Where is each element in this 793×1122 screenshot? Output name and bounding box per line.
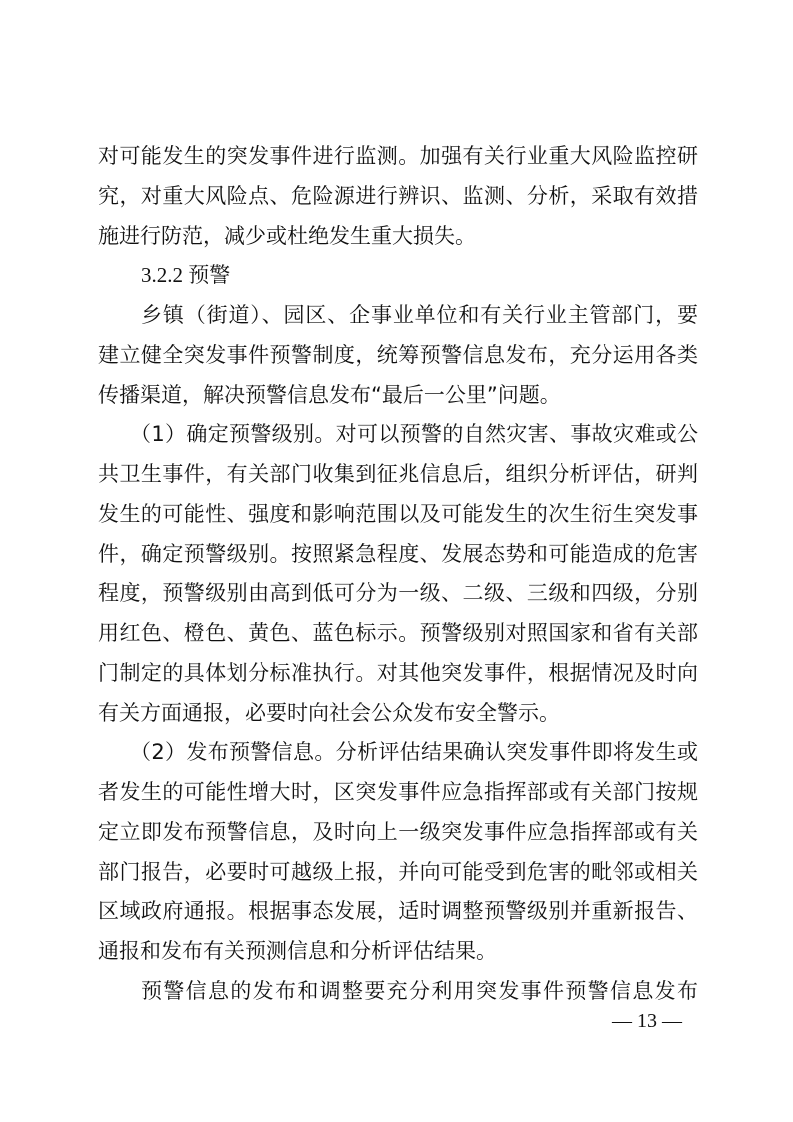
text-line: 区域政府通报。根据事态发展，适时调整预警级别并重新报告、 (98, 899, 698, 924)
text-line: 发生的可能性、强度和影响范围以及可能发生的次生衍生突发事 (98, 501, 698, 526)
text-line: 定立即发布预警信息，及时向上一级突发事件应急指挥部或有关 (98, 819, 698, 844)
text-line: 建立健全突发事件预警制度，统筹预警信息发布，充分运用各类 (98, 342, 698, 367)
text-line: 预警信息的发布和调整要充分利用突发事件预警信息发布 (141, 978, 698, 1003)
page-number: — 13 — (612, 1010, 682, 1032)
text-line: 有关方面通报，必要时向社会公众发布安全警示。 (98, 700, 560, 725)
text-line: 通报和发布有关预测信息和分析评估结果。 (98, 939, 497, 963)
document-body (98, 137, 698, 1012)
text-line: （2）发布预警信息。分析评估结果确认突发事件即将发生或 (130, 740, 698, 765)
text-line: 共卫生事件，有关部门收集到征兆信息后，组织分析评估，研判 (98, 462, 698, 486)
text-line: 用红色、橙色、黄色、蓝色标示。预警级别对照国家和省有关部 (98, 621, 698, 645)
text-line: 件，确定预警级别。按照紧急程度、发展态势和可能造成的危害 (98, 541, 698, 566)
text-line: 门制定的具体划分标准执行。对其他突发事件，根据情况及时向 (98, 660, 698, 685)
text-line: 者发生的可能性增大时，区突发事件应急指挥部或有关部门按规 (98, 780, 698, 804)
text-line: 究，对重大风险点、危险源进行辨识、监测、分析，采取有效措 (98, 183, 698, 208)
text-line: 乡镇（街道）、园区、企事业单位和有关行业主管部门，要 (141, 303, 698, 327)
text-line: （1）确定预警级别。对可以预警的自然灾害、事故灾难或公 (130, 422, 698, 447)
text-line: 程度，预警级别由高到低可分为一级、二级、三级和四级，分别 (98, 581, 698, 606)
section-heading: 3.2.2 预警 (141, 263, 231, 288)
text-line: 部门报告，必要时可越级上报，并向可能受到危害的毗邻或相关 (98, 859, 698, 884)
text-line: 施进行防范，减少或杜绝发生重大损失。 (98, 223, 476, 248)
text-line: 传播渠道，解决预警信息发布“最后一公里”问题。 (98, 382, 561, 407)
text-line: 对可能发生的突发事件进行监测。加强有关行业重大风险监控研 (98, 144, 698, 168)
